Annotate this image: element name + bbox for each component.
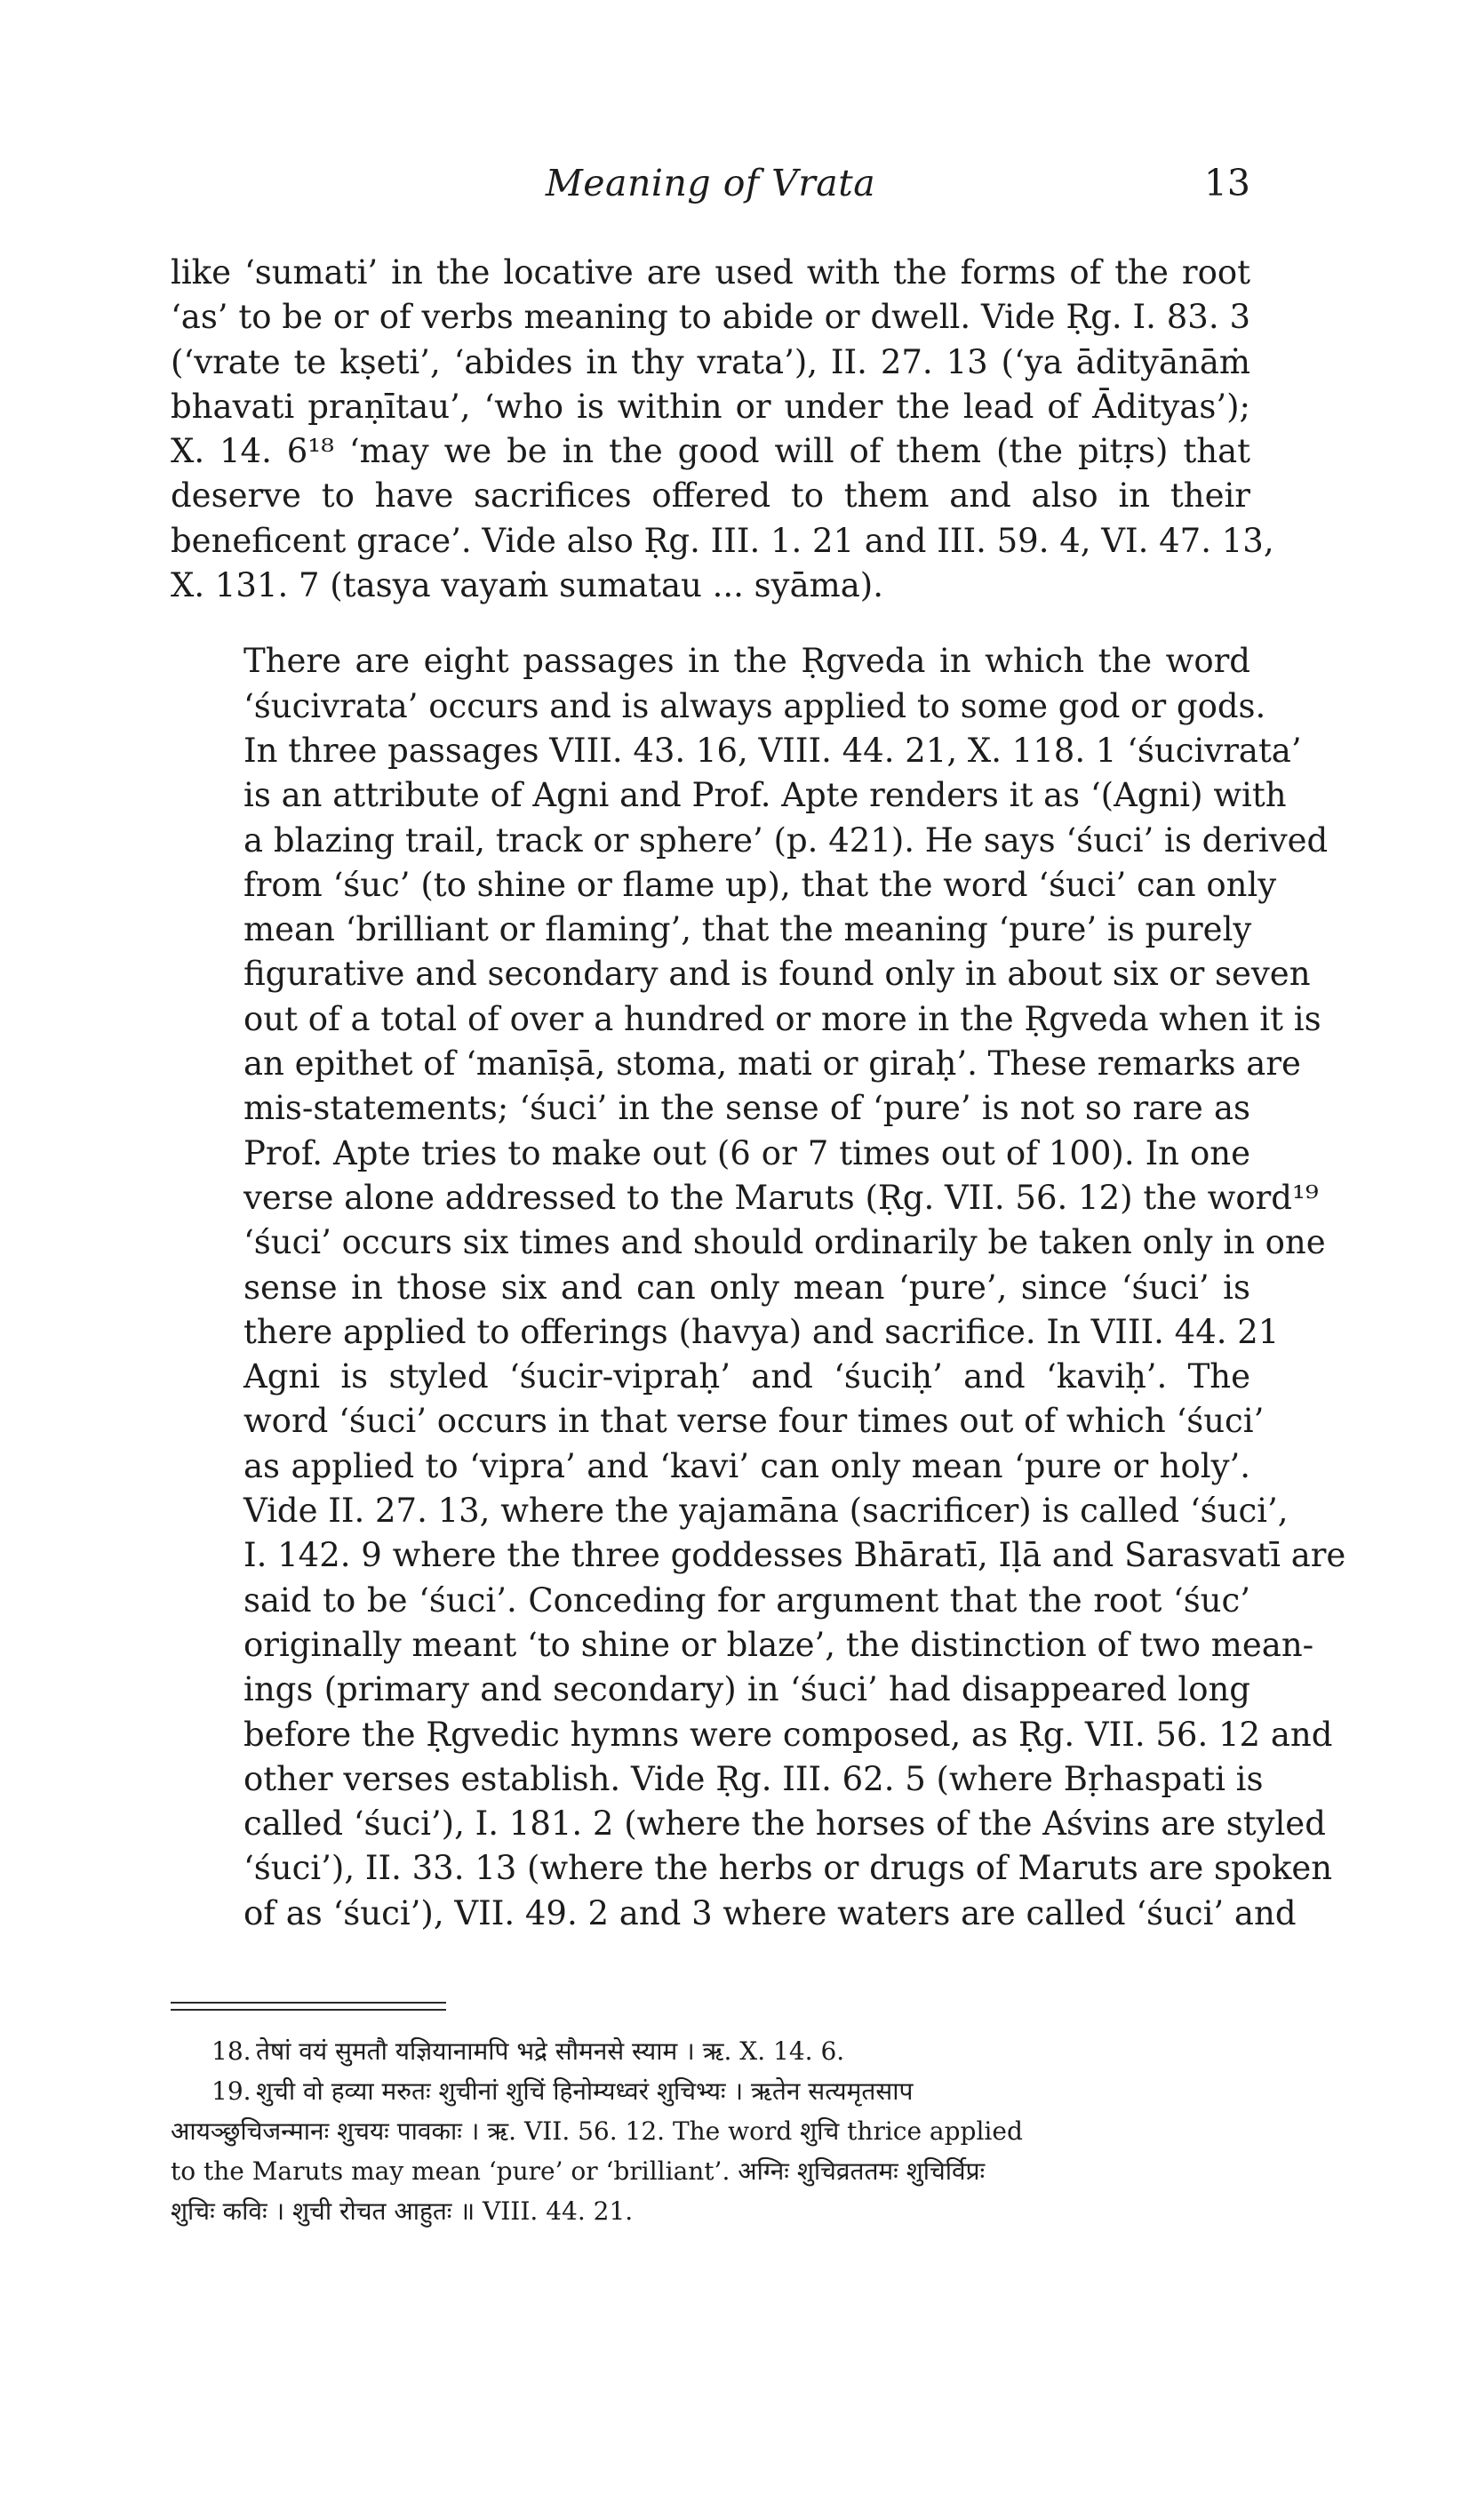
text-line: ‘as’ to be or of verbs meaning to abide or dwell. Vide Ṛg. I. 83. 3: [171, 298, 1250, 337]
footnote-text: शुची वो हव्या मरुतः शुचीनां शुचिं हिनोम्यध्वरं शुचिभ्यः । ऋतेन सत्यमृतसाप: [256, 2076, 914, 2106]
text-line: deserve to have sacrifices offered to them and also in their: [171, 476, 1250, 516]
text-line: word ‘śuci’ occurs in that verse four times out of which ‘śuci’: [244, 1402, 1265, 1441]
body-text: [171, 251, 1346, 1936]
text-line: In three passages VIII. 43. 16, VIII. 44. 21, X. 118. 1 ‘śucivrata’: [244, 731, 1302, 770]
text-line: There are eight passages in the Ṛgveda in which the word: [244, 642, 1250, 681]
running-title: Meaning of Vrata: [545, 162, 876, 204]
text-line: there applied to offerings (havya) and sacrifice. In VIII. 44. 21: [244, 1312, 1280, 1351]
footnote-line: [171, 2031, 1250, 2071]
text-line: said to be ‘śuci’. Conceding for argument that the root ‘śuc’: [244, 1580, 1250, 1620]
running-head: [171, 162, 1250, 215]
text-line: (‘vrate te kṣeti’, ‘abides in thy vrata’), II. 27. 13 (‘ya ādityānāṁ: [171, 342, 1250, 381]
text-line: an epithet of ‘manīṣā, stoma, mati or giraḥ’. These remarks are: [244, 1044, 1301, 1084]
footnote-line: [171, 2111, 1250, 2151]
text-line: ‘śucivrata’ occurs and is always applied to some god or gods.: [244, 686, 1266, 725]
paragraph: [171, 639, 1346, 1936]
footnote-line: [171, 2151, 1250, 2191]
text-line: of as ‘śuci’), VII. 49. 2 and 3 where waters are called ‘śuci’ and: [244, 1893, 1297, 1932]
text-line: called ‘śuci’), I. 181. 2 (where the horses of the Aśvins are styled: [244, 1804, 1326, 1844]
text-line: bhavati praṇītau’, ‘who is within or under the lead of Ādityas’);: [171, 387, 1250, 426]
text-line: Prof. Apte tries to make out (6 or 7 times out of 100). In one: [244, 1133, 1250, 1172]
text-line: mis-statements; ‘śuci’ in the sense of ‘pure’ is not so rare as: [244, 1089, 1250, 1128]
footnote-text: आयञ्छुचिजन्मानः शुचयः पावकाः । ऋ. VII. 56. 12. The word शुचि thrice applied: [171, 2116, 1023, 2146]
footnote-text: तेषां वयं सुमतौ यज्ञियानामपि भद्रे सौमनसे स्याम । ऋ. X. 14. 6.: [256, 2036, 845, 2066]
text-line: before the Ṛgvedic hymns were composed, as Ṛg. VII. 56. 12 and: [244, 1715, 1333, 1754]
text-line: as applied to ‘vipra’ and ‘kavi’ can only mean ‘pure or holy’.: [244, 1446, 1250, 1485]
text-line: beneficent grace’. Vide also Ṛg. III. 1. 21 and III. 59. 4, VI. 47. 13,: [171, 521, 1274, 560]
text-line: Vide II. 27. 13, where the yajamāna (sacrificer) is called ‘śuci’,: [244, 1492, 1289, 1531]
text-line: is an attribute of Agni and Prof. Apte renders it as ‘(Agni) with: [244, 776, 1287, 815]
footnote-text: शुचिः कविः । शुची रोचत आहुतः ॥ VIII. 44. 21.: [171, 2196, 634, 2226]
text-line: verse alone addressed to the Maruts (Ṛg. VII. 56. 12) the word¹⁹: [244, 1178, 1319, 1217]
text-line: sense in those six and can only mean ‘pure’, since ‘śuci’ is: [244, 1268, 1250, 1307]
text-line: a blazing trail, track or sphere’ (p. 421). He says ‘śuci’ is derived: [244, 820, 1329, 860]
footnote: [171, 2031, 1250, 2071]
footnote-text: to the Maruts may mean ‘pure’ or ‘brilliant’. अग्निः शुचिव्रततमः शुचिर्विप्रः: [171, 2156, 986, 2186]
text-line: X. 131. 7 (tasya vayaṁ sumatau ... syāma).: [171, 566, 883, 605]
text-line: I. 142. 9 where the three goddesses Bhāratī, Iḷā and Sarasvatī are: [244, 1536, 1346, 1575]
page-number: 13: [1203, 162, 1250, 204]
text-line: ‘śuci’ occurs six times and should ordinarily be taken only in one: [244, 1223, 1326, 1262]
text-line: X. 14. 6¹⁸ ‘may we be in the good will of them (the pitṛs) that: [171, 432, 1250, 471]
text-line: ‘śuci’), II. 33. 13 (where the herbs or drugs of Maruts are spoken: [244, 1849, 1333, 1888]
text-line: originally meant ‘to shine or blaze’, the distinction of two mean-: [244, 1625, 1314, 1664]
text-line: ings (primary and secondary) in ‘śuci’ had disappeared long: [244, 1670, 1250, 1709]
footnote-rule: [171, 2009, 446, 2011]
text-line: other verses establish. Vide Ṛg. III. 62. 5 (where Bṛhaspati is: [244, 1759, 1264, 1798]
text-line: from ‘śuc’ (to shine or flame up), that the word ‘śuci’ can only: [244, 865, 1277, 904]
text-line: figurative and secondary and is found only in about six or seven: [244, 955, 1311, 994]
paragraph: [171, 251, 1274, 608]
footnotes: [171, 2031, 1250, 2231]
text-line: mean ‘brilliant or flaming’, that the meaning ‘pure’ is purely: [244, 910, 1252, 949]
footnote-rule: [171, 2002, 446, 2004]
text-line: like ‘sumati’ in the locative are used with the forms of the root: [171, 253, 1250, 292]
footnote-line: [171, 2071, 1250, 2111]
footnote-number: 18.: [212, 2036, 251, 2066]
text-line: Agni is styled ‘śucir-vipraḥ’ and ‘śuciḥ’ and ‘kaviḥ’. The: [244, 1357, 1250, 1396]
footnote-number: 19.: [212, 2076, 251, 2106]
footnote-line: [171, 2191, 1250, 2231]
text-line: out of a total of over a hundred or more in the Ṛgveda when it is: [244, 999, 1321, 1038]
footnote: [171, 2071, 1250, 2231]
